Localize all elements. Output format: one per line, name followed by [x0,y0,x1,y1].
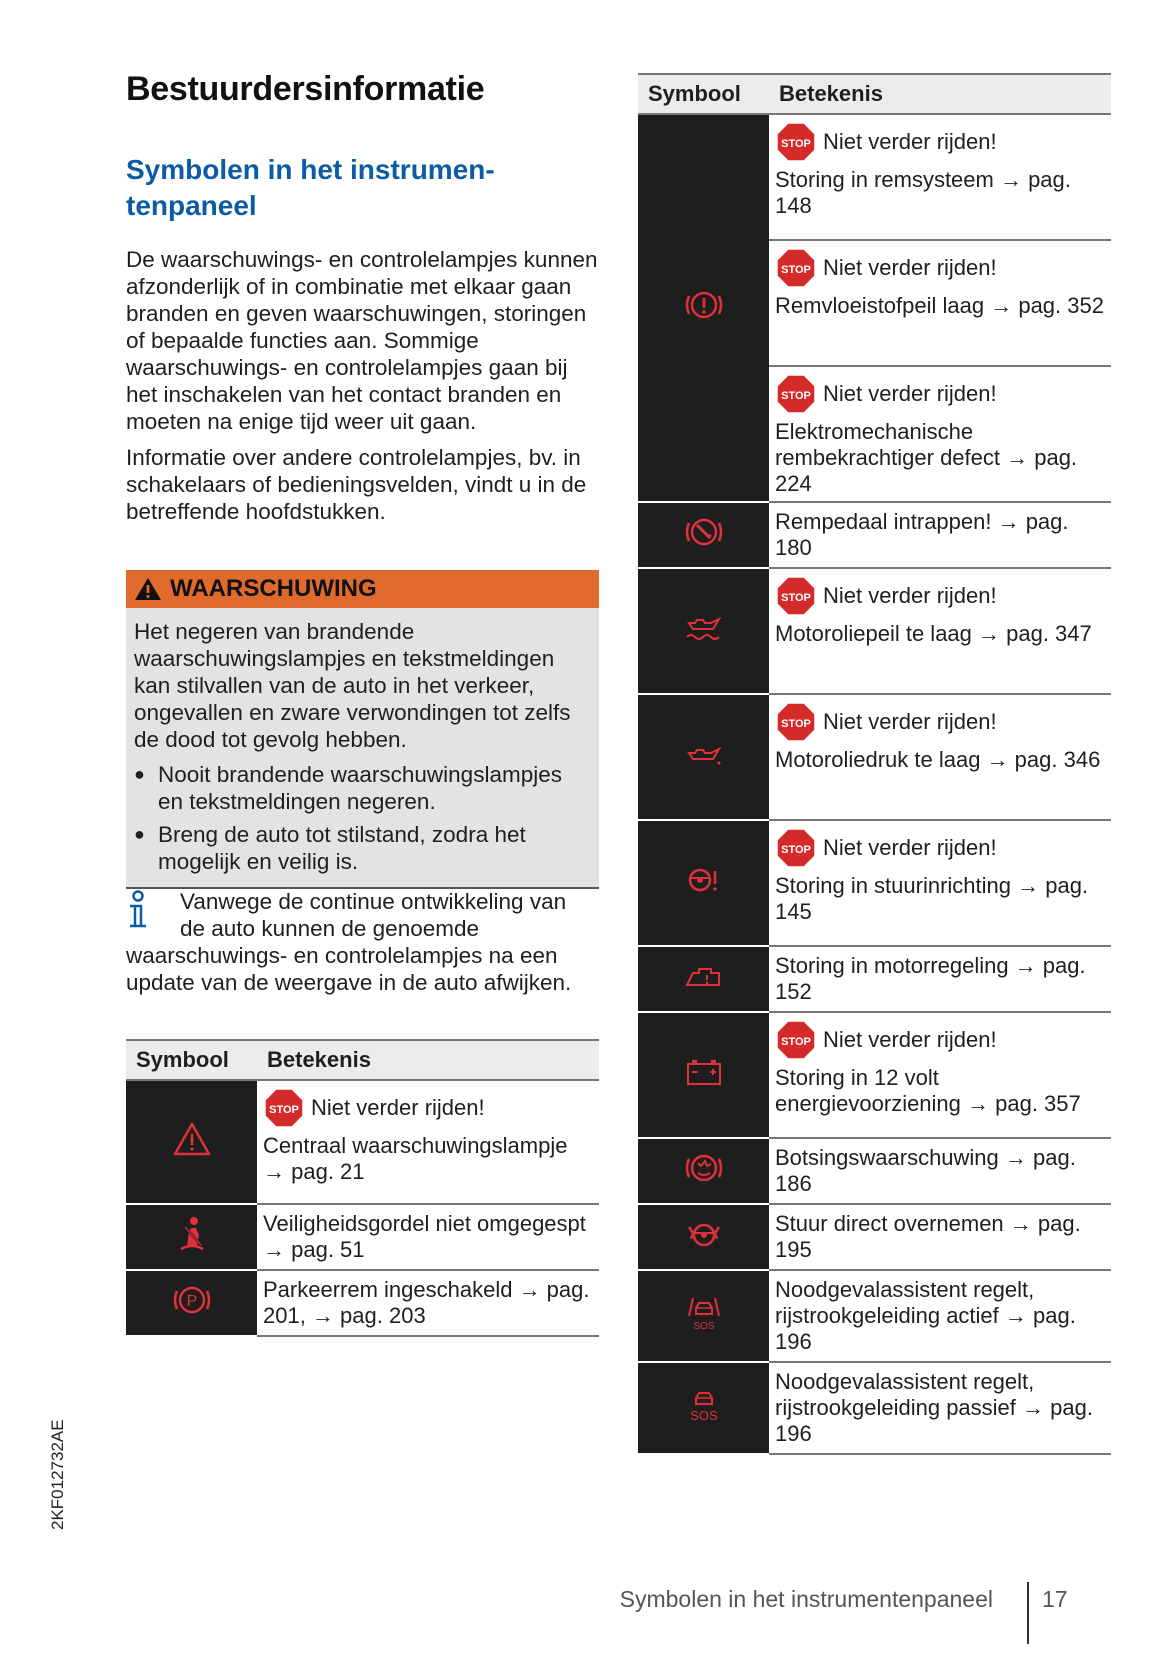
symbol-cell [638,1012,769,1138]
info-icon [126,890,164,938]
intro-paragraph: Informatie over andere controlelampjes, bv. in schakelaars of bedieningsvelden, vindt u in de betreffende hoofdstukken. [126,445,587,524]
meaning-cell [769,366,1111,502]
svg-text:STOP: STOP [781,264,811,276]
meaning-cell [257,1080,599,1204]
parking-brake-icon [171,1279,213,1321]
table-row [126,1204,599,1270]
stop-text: Niet verder rijden! [823,583,997,608]
warning-header [126,570,599,608]
header-symbol: Symbool [126,1040,257,1080]
seatbelt-icon [171,1213,213,1255]
meaning-cell [769,240,1111,366]
svg-text:STOP: STOP [269,1104,299,1116]
stop-text: Niet verder rijden! [823,835,997,860]
header-meaning: Betekenis [257,1040,599,1080]
meaning-text: Elektromechanische rembekrachtiger defect → pag. 224 [775,419,1078,496]
meaning-cell [769,946,1111,1012]
brake-pedal-icon [683,511,725,553]
warning-triangle-icon [171,1118,213,1160]
meaning-text: Motoroliedruk te laag → pag. 346 [775,747,1101,772]
svg-text:STOP: STOP [781,718,811,730]
stop-line [775,373,1105,415]
stop-sign-icon [775,575,817,617]
sos-label: SOS [692,1321,715,1332]
stop-line [775,575,1105,617]
table-row [638,1204,1111,1270]
symbol-cell [638,820,769,946]
steering-icon [683,859,725,901]
symbol-cell [638,946,769,1012]
emergency-assist-active-icon [683,1292,725,1334]
meaning-text: Storing in stuurinrichting → pag. 145 [775,873,1089,924]
table-row [638,1270,1111,1362]
warning-bullet: ● Nooit brandende waarschuwingslampjes en tekstmeldingen negeren. [134,761,591,815]
sos-label: SOS [689,1408,718,1423]
warning-bullet: ● Breng de auto tot stilstand, zodra het mogelijk en veilig is. [134,821,591,875]
footer-divider [1027,1582,1029,1644]
page-heading: Bestuurdersinformatie [126,70,485,108]
table-row [638,1138,1111,1204]
stop-line [775,1019,1105,1061]
symbol-cell [638,114,769,502]
meaning-text: Rempedaal intrappen! → pag. 180 [775,509,1069,560]
table-row [638,114,1111,240]
stop-text: Niet verder rijden! [823,1027,997,1052]
header-meaning: Betekenis [769,74,1111,114]
table-row [638,946,1111,1012]
right-table [638,73,1111,1455]
symbol-cell [638,1270,769,1362]
warning-text: Het negeren van brandende waarschuwingslampjes en tekstmeldingen kan stilvallen van de auto in het verkeer, ongevallen en zware verwondingen tot zelfs de dood tot gevolg hebben. [134,619,571,752]
meaning-text: Storing in motorregeling → pag. 152 [775,953,1086,1004]
meaning-text: Parkeerrem ingeschakeld → pag. 201, → pag. 203 [263,1277,590,1328]
stop-sign-icon [775,373,817,415]
engine-control-icon [683,955,725,997]
battery-icon [683,1051,725,1093]
stop-line [775,827,1105,869]
warning-box [126,570,599,889]
meaning-cell [257,1270,599,1336]
svg-text:STOP: STOP [781,1036,811,1048]
warning-body [126,608,599,887]
left-table [126,1039,599,1337]
meaning-cell [769,114,1111,240]
intro-paragraph: De waarschuwings- en controlelampjes kunnen afzonderlijk of in combinatie met elkaar gaan branden en geven waarschuwingen, storingen of bepaalde functies aan. Sommige waarschuwings- en controlelampjes gaan bij het inschakelen van het contact branden en moeten na enige tijd weer uit gaan. [126,247,598,434]
warning-list [134,761,591,875]
stop-line [775,701,1105,743]
meaning-text: Stuur direct overnemen → pag. 195 [775,1211,1081,1262]
meaning-cell [769,820,1111,946]
meaning-cell [769,1270,1111,1362]
oil-level-icon [683,607,725,649]
svg-text:P: P [186,1293,197,1310]
warning-title: WAARSCHUWING [170,575,377,602]
symbol-cell [638,502,769,568]
svg-text:STOP: STOP [781,390,811,402]
symbol-cell [638,1138,769,1204]
svg-text:STOP: STOP [781,592,811,604]
meaning-text: Storing in remsysteem → pag. 148 [775,167,1071,218]
symbol-cell [126,1204,257,1270]
stop-line [263,1087,593,1129]
stop-line [775,247,1105,289]
symbol-cell [638,1204,769,1270]
stop-text: Niet verder rijden! [823,129,997,154]
symbol-cell [126,1080,257,1204]
page-number: 17 [1042,1586,1068,1612]
collision-warning-icon [683,1147,725,1189]
meaning-text: Motoroliepeil te laag → pag. 347 [775,621,1092,646]
emergency-assist-passive-icon [683,1384,725,1426]
meaning-text: Storing in 12 volt energievoorziening → pag. 357 [775,1065,1081,1116]
meaning-text: Veiligheidsgordel niet omgegespt → pag. 51 [263,1211,586,1262]
meaning-text: Remvloeistofpeil laag → pag. 352 [775,293,1104,318]
oil-pressure-icon [683,733,725,775]
stop-text: Niet verder rijden! [823,255,997,280]
meaning-text: Centraal waarschuwingslampje → pag. 21 [263,1133,568,1184]
take-steering-icon [683,1213,725,1255]
meaning-cell [769,568,1111,694]
table-row [638,1362,1111,1454]
table-row [638,820,1111,946]
meaning-text: Noodgevalassistent regelt, rijstrookgeleiding passief → pag. 196 [775,1369,1093,1446]
stop-line [775,121,1105,163]
meaning-text: Noodgevalassistent regelt, rijstrookgeleiding actief → pag. 196 [775,1277,1076,1354]
info-note [126,888,596,996]
stop-sign-icon [775,1019,817,1061]
svg-text:STOP: STOP [781,138,811,150]
table-row [638,1012,1111,1138]
meaning-text: Botsingswaarschuwing → pag. 186 [775,1145,1076,1196]
symbol-cell [638,568,769,694]
meaning-cell [769,694,1111,820]
meaning-cell [769,1362,1111,1454]
meaning-cell [769,1012,1111,1138]
meaning-cell [769,1204,1111,1270]
meaning-cell [769,1138,1111,1204]
symbol-cell [638,1362,769,1454]
table-row [638,568,1111,694]
meaning-cell [257,1204,599,1270]
table-row [638,694,1111,820]
table-row [126,1080,599,1204]
warning-triangle-icon [134,576,162,602]
side-code: 2KF012732AE [48,1419,67,1530]
brake-system-icon [683,284,725,326]
svg-text:STOP: STOP [781,844,811,856]
stop-text: Niet verder rijden! [823,381,997,406]
stop-text: Niet verder rijden! [311,1095,485,1120]
table-row [126,1270,599,1336]
symbol-cell [126,1270,257,1336]
symbol-cell [638,694,769,820]
table-row [638,502,1111,568]
stop-sign-icon [775,701,817,743]
stop-sign-icon [263,1087,305,1129]
info-text: Vanwege de continue ontwikkeling van de auto kunnen de genoemde waarschuwings- en controlelampjes na een update van de weergave in de auto afwijken. [126,889,572,995]
meaning-cell [769,502,1111,568]
header-symbol: Symbool [638,74,769,114]
footer: Symbolen in het instrumentenpaneel [619,1586,993,1612]
intro-text [126,246,601,534]
section-heading: Symbolen in het instrumen-tenpaneel [126,154,495,221]
stop-sign-icon [775,827,817,869]
stop-sign-icon [775,121,817,163]
stop-text: Niet verder rijden! [823,709,997,734]
stop-sign-icon [775,247,817,289]
